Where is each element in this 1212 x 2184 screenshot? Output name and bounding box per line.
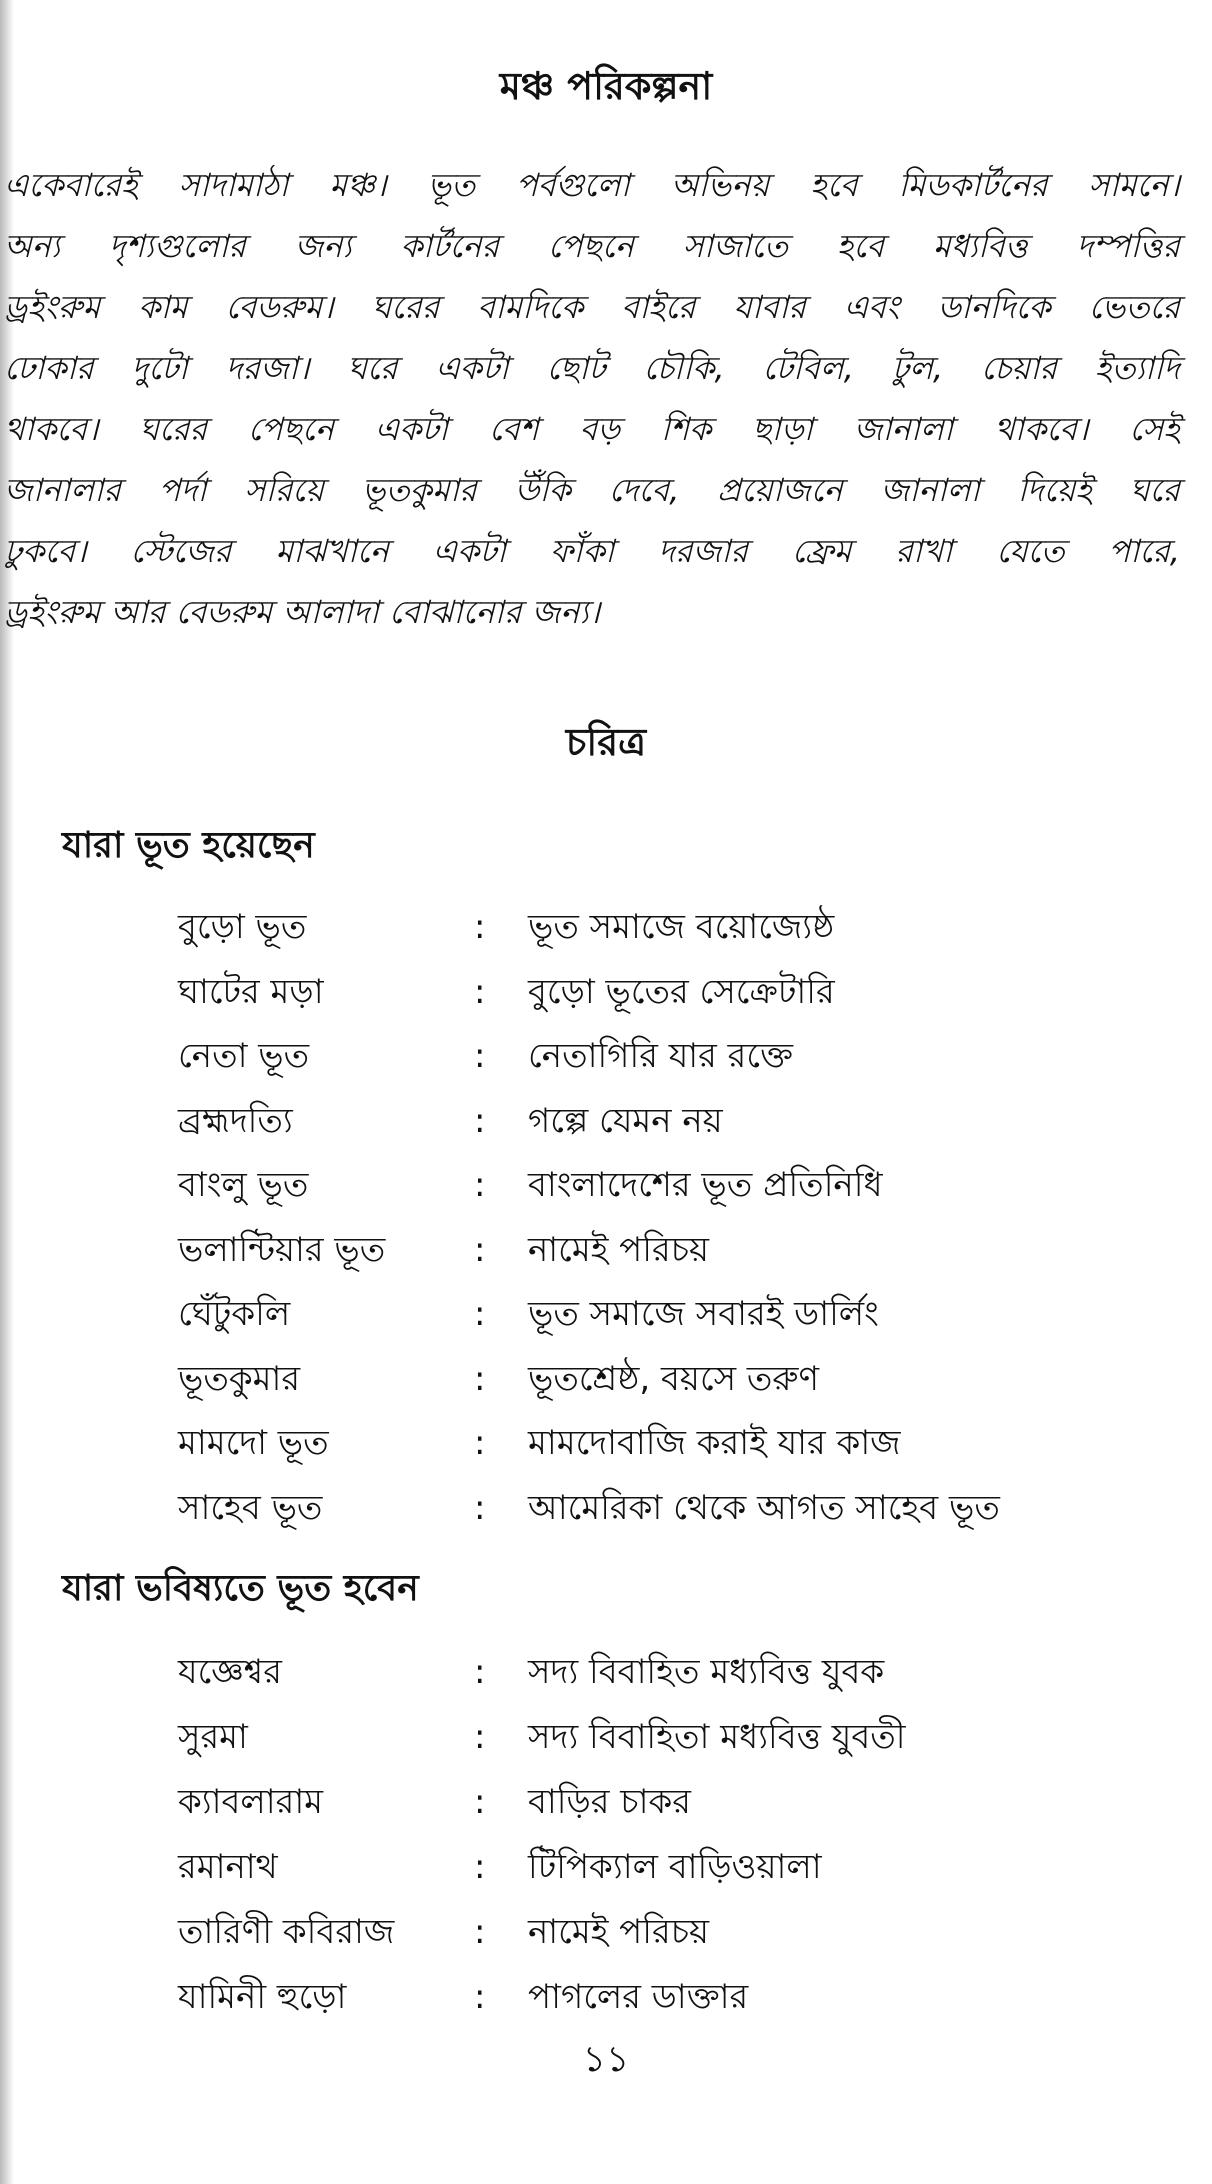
- paragraph-line: একেবারেই সাদামাঠা মঞ্চ। ভূত পর্বগুলো অভিনয় হবে মিডকার্টনের সামনে।: [4, 166, 1180, 204]
- character-name: ব্রহ্মদত্যি: [178, 1100, 293, 1141]
- separator-colon: :: [474, 1229, 486, 1270]
- character-name: ঘেঁটুকলি: [178, 1294, 291, 1334]
- character-description: মামদোবাজি করাই যার কাজ: [528, 1423, 901, 1463]
- paragraph-line: ঢোকার দুটো দরজা। ঘরে একটা ছোট চৌকি, টেবিল, টুল, চেয়ার ইত্যাদি: [4, 349, 1180, 387]
- character-name: যামিনী হুড়ো: [178, 1977, 347, 2017]
- character-name: ঘাটের মড়া: [178, 971, 324, 1012]
- separator-colon: :: [474, 1100, 486, 1141]
- separator-colon: :: [474, 1717, 486, 1757]
- character-description: গল্পে যেমন নয়: [528, 1100, 723, 1141]
- future-ghosts-character-list: [178, 1640, 1178, 2030]
- separator-colon: :: [474, 1782, 486, 1822]
- character-description: বাড়ির চাকর: [528, 1782, 691, 1822]
- character-row: [178, 1900, 1178, 1965]
- character-name: বুড়ো ভূত: [178, 907, 307, 947]
- character-description: ভূতশ্রেষ্ঠ, বয়সে তরুণ: [528, 1358, 820, 1399]
- character-name: তারিণী কবিরাজ: [178, 1912, 395, 1952]
- character-row: [178, 1705, 1178, 1770]
- paragraph-line: থাকবে। ঘরের পেছনে একটা বেশ বড় শিক ছাড়া জানালা থাকবে। সেই: [4, 410, 1180, 448]
- character-row: [178, 1024, 1178, 1089]
- separator-colon: :: [474, 907, 486, 947]
- character-name: সাহেব ভূত: [178, 1487, 323, 1528]
- character-row: [178, 1089, 1178, 1154]
- character-row: [178, 1218, 1178, 1283]
- character-description: বাংলাদেশের ভূত প্রতিনিধি: [528, 1165, 883, 1205]
- character-name: যজ্ঞেশ্বর: [178, 1652, 282, 1692]
- character-row: [178, 1640, 1178, 1705]
- character-description: ভূত সমাজে বয়োজ্যেষ্ঠ: [528, 907, 835, 947]
- separator-colon: :: [474, 971, 486, 1012]
- ghosts-group-heading: যারা ভূত হয়েছেন: [62, 825, 315, 866]
- character-row: [178, 1411, 1178, 1476]
- ghosts-character-list: [178, 895, 1178, 1540]
- character-description: নেতাগিরি যার রক্তে: [528, 1036, 794, 1076]
- separator-colon: :: [474, 1423, 486, 1463]
- separator-colon: :: [474, 1652, 486, 1692]
- separator-colon: :: [474, 1294, 486, 1334]
- character-row: [178, 1835, 1178, 1900]
- character-description: পাগলের ডাক্তার: [528, 1977, 749, 2017]
- stage-plan-title: মঞ্চ পরিকল্পনা: [499, 64, 713, 108]
- character-description: নামেই পরিচয়: [528, 1912, 710, 1952]
- character-name: ভূতকুমার: [178, 1358, 301, 1399]
- character-description: আমেরিকা থেকে আগত সাহেব ভূত: [528, 1487, 1000, 1528]
- character-row: [178, 1476, 1178, 1541]
- character-name: মামদো ভূত: [178, 1423, 329, 1463]
- character-row: [178, 1770, 1178, 1835]
- paragraph-line: অন্য দৃশ্যগুলোর জন্য কার্টনের পেছনে সাজাতে হবে মধ্যবিত্ত দম্পত্তির: [4, 227, 1180, 265]
- separator-colon: :: [474, 1036, 486, 1076]
- character-description: সদ্য বিবাহিতা মধ্যবিত্ত যুবতী: [528, 1717, 906, 1757]
- paragraph-line: জানালার পর্দা সরিয়ে ভূতকুমার উঁকি দেবে, প্রয়োজনে জানালা দিয়েই ঘরে: [4, 471, 1180, 509]
- character-description: সদ্য বিবাহিত মধ্যবিত্ত যুবক: [528, 1652, 885, 1692]
- paragraph-line: ঢুকবে। স্টেজের মাঝখানে একটা ফাঁকা দরজার ফ্রেম রাখা যেতে পারে,: [4, 532, 1180, 570]
- character-description: টিপিক্যাল বাড়িওয়ালা: [528, 1847, 822, 1887]
- separator-colon: :: [474, 1977, 486, 2017]
- future-ghosts-group-heading: যারা ভবিষ্যতে ভূত হবেন: [62, 1568, 419, 1609]
- character-description: ভূত সমাজে সবারই ডার্লিং: [528, 1294, 879, 1334]
- character-name: ক্যাবলারাম: [178, 1782, 324, 1822]
- character-name: নেতা ভূত: [178, 1036, 310, 1076]
- character-row: [178, 1965, 1178, 2030]
- characters-title: চরিত্র: [565, 720, 647, 764]
- paragraph-line: ড্রইংরুম আর বেডরুম আলাদা বোঝানোর জন্য।: [4, 593, 601, 631]
- separator-colon: :: [474, 1358, 486, 1399]
- separator-colon: :: [474, 1487, 486, 1528]
- character-name: সুরমা: [178, 1717, 248, 1757]
- character-row: [178, 960, 1178, 1025]
- character-name: ভলান্টিয়ার ভূত: [178, 1229, 386, 1270]
- character-row: [178, 1153, 1178, 1218]
- character-name: বাংলু ভূত: [178, 1165, 309, 1205]
- separator-colon: :: [474, 1847, 486, 1887]
- character-row: [178, 1347, 1178, 1412]
- separator-colon: :: [474, 1912, 486, 1952]
- separator-colon: :: [474, 1165, 486, 1205]
- paragraph-line: ড্রইংরুম কাম বেডরুম। ঘরের বামদিকে বাইরে যাবার এবং ডানদিকে ভেতরে: [4, 288, 1180, 326]
- page-number: ১১: [582, 2039, 630, 2080]
- stage-plan-paragraph: [0, 155, 1180, 643]
- character-row: [178, 895, 1178, 960]
- character-row: [178, 1282, 1178, 1347]
- character-description: নামেই পরিচয়: [528, 1229, 710, 1270]
- character-description: বুড়ো ভূতের সেক্রেটারি: [528, 971, 835, 1012]
- character-name: রমানাথ: [178, 1847, 278, 1887]
